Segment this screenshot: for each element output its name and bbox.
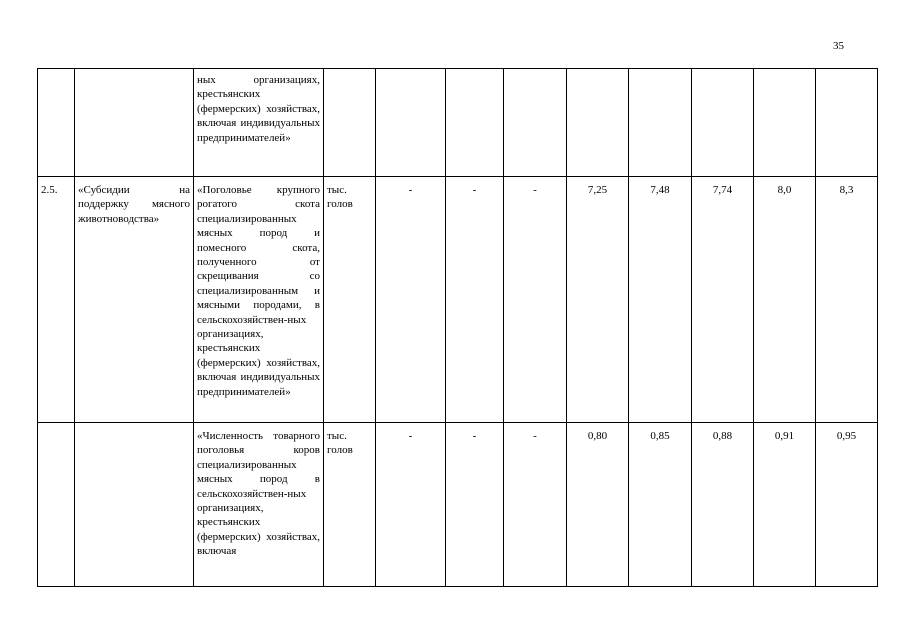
program-name-cell <box>75 423 194 587</box>
value-cell: 7,74 <box>692 177 754 423</box>
value-cell: - <box>504 177 567 423</box>
indicator-cell: ных организациях, крестьянских (фермерских) хозяйствах, включая индивидуальных предпринимателей» <box>194 69 324 177</box>
value-cell: - <box>504 423 567 587</box>
value-cell <box>629 69 692 177</box>
program-name-cell: «Субсидии на поддержку мясного животноводства» <box>75 177 194 423</box>
value-cell <box>754 69 816 177</box>
unit-cell: тыс. голов <box>324 423 376 587</box>
indicators-table <box>37 68 878 587</box>
row-number-cell: 2.5. <box>38 177 75 423</box>
value-cell: 8,3 <box>816 177 878 423</box>
value-cell: - <box>376 423 446 587</box>
value-cell: 7,25 <box>567 177 629 423</box>
value-cell: - <box>446 423 504 587</box>
value-cell <box>504 69 567 177</box>
value-cell: - <box>376 177 446 423</box>
value-cell <box>567 69 629 177</box>
value-cell: 8,0 <box>754 177 816 423</box>
indicator-cell: «Поголовье крупного рогатого скота специализированных мясных пород и помесного скота, полученного от скрещивания со специализированным и мясными породами, в сельскохозяйствен-ных организациях, крестьянских (фермерских) хозяйствах, включая индивидуальных предпринимателей» <box>194 177 324 423</box>
page-number: 35 <box>833 40 844 52</box>
unit-cell <box>324 69 376 177</box>
indicator-cell: «Численность товарного поголовья коров специализированных мясных пород в сельскохозяйствен-ных организациях, крестьянских (фермерских) хозяйствах, включая <box>194 423 324 587</box>
value-cell <box>446 69 504 177</box>
row-number-cell <box>38 69 75 177</box>
program-name-cell <box>75 69 194 177</box>
row-number-cell <box>38 423 75 587</box>
value-cell: 0,91 <box>754 423 816 587</box>
value-cell: 7,48 <box>629 177 692 423</box>
value-cell: 0,80 <box>567 423 629 587</box>
unit-cell: тыс. голов <box>324 177 376 423</box>
value-cell: 0,88 <box>692 423 754 587</box>
table-row <box>38 69 878 177</box>
value-cell <box>692 69 754 177</box>
value-cell: 0,85 <box>629 423 692 587</box>
value-cell <box>376 69 446 177</box>
table-row <box>38 423 878 587</box>
value-cell <box>816 69 878 177</box>
table-row <box>38 177 878 423</box>
value-cell: 0,95 <box>816 423 878 587</box>
value-cell: - <box>446 177 504 423</box>
